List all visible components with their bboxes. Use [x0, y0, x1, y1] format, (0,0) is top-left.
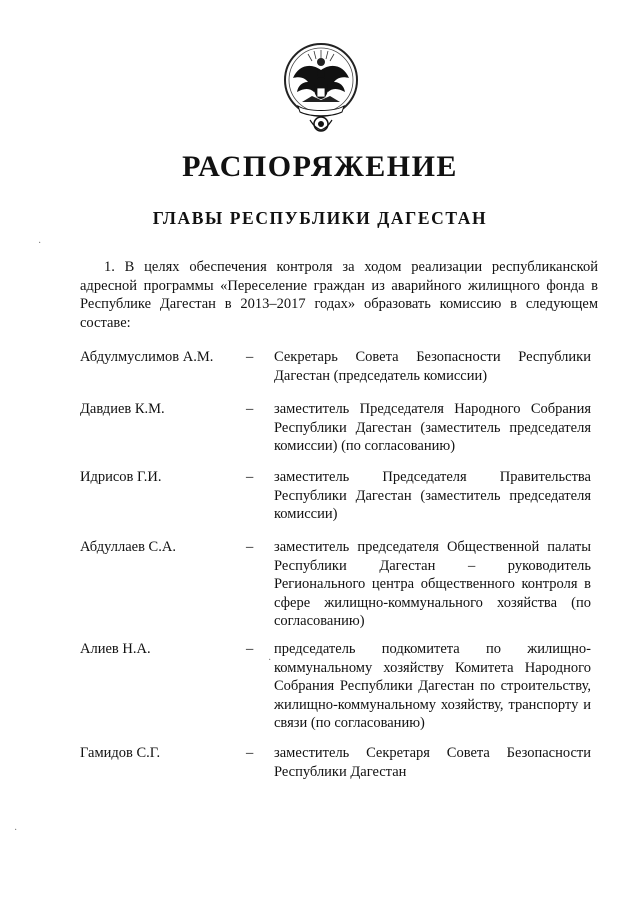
document-title: РАСПОРЯЖЕНИЕ — [182, 150, 458, 183]
member-dash: – — [246, 539, 254, 555]
member-role: Секретарь Совета Безопасности Республики Дагестан (председатель комиссии) — [274, 349, 591, 384]
scan-speck: · — [14, 825, 18, 836]
coat-of-arms-icon — [280, 40, 362, 138]
intro-paragraph: 1. В целях обеспечения контроля за ходом реализации республиканской адресной программы «Переселение граждан из аварийного жилищного фонда в Республике Дагестан в 2013–2017 годах» образовать комиссию в следующем составе: — [80, 259, 598, 331]
member-role: заместитель Секретаря Совета Безопасности Республики Дагестан — [274, 745, 591, 780]
member-dash: – — [246, 349, 254, 365]
member-role: заместитель председателя Общественной палаты Республики Дагестан – руководитель Регионального центра общественного контроля в сфере жилищно-коммунального хозяйства (по согласованию) — [274, 539, 591, 629]
member-dash: – — [246, 401, 254, 417]
member-name: Идрисов Г.И. — [80, 469, 162, 485]
member-name: Алиев Н.А. — [80, 641, 151, 657]
member-name: Абдулмуслимов А.М. — [80, 349, 214, 365]
member-role: заместитель Председателя Правительства Республики Дагестан (заместитель председателя комиссии) — [274, 469, 591, 522]
scan-speck: · — [38, 238, 42, 249]
member-name: Абдуллаев С.А. — [80, 539, 176, 555]
member-role: заместитель Председателя Народного Собрания Республики Дагестан (заместитель председателя комиссии) (по согласованию) — [274, 401, 591, 454]
scan-speck: · — [268, 655, 272, 666]
member-dash: – — [246, 745, 254, 761]
member-role: председатель подкомитета по жилищно-коммунальному хозяйству Комитета Народного Собрания Республики Дагестан по строительству, жилищно-коммунальному хозяйству, транспорту и связи (по согласованию) — [274, 641, 591, 731]
member-name: Давдиев К.М. — [80, 401, 165, 417]
member-name: Гамидов С.Г. — [80, 745, 161, 761]
document-subtitle: ГЛАВЫ РЕСПУБЛИКИ ДАГЕСТАН — [152, 208, 488, 228]
member-dash: – — [246, 469, 254, 485]
member-dash: – — [246, 641, 254, 657]
